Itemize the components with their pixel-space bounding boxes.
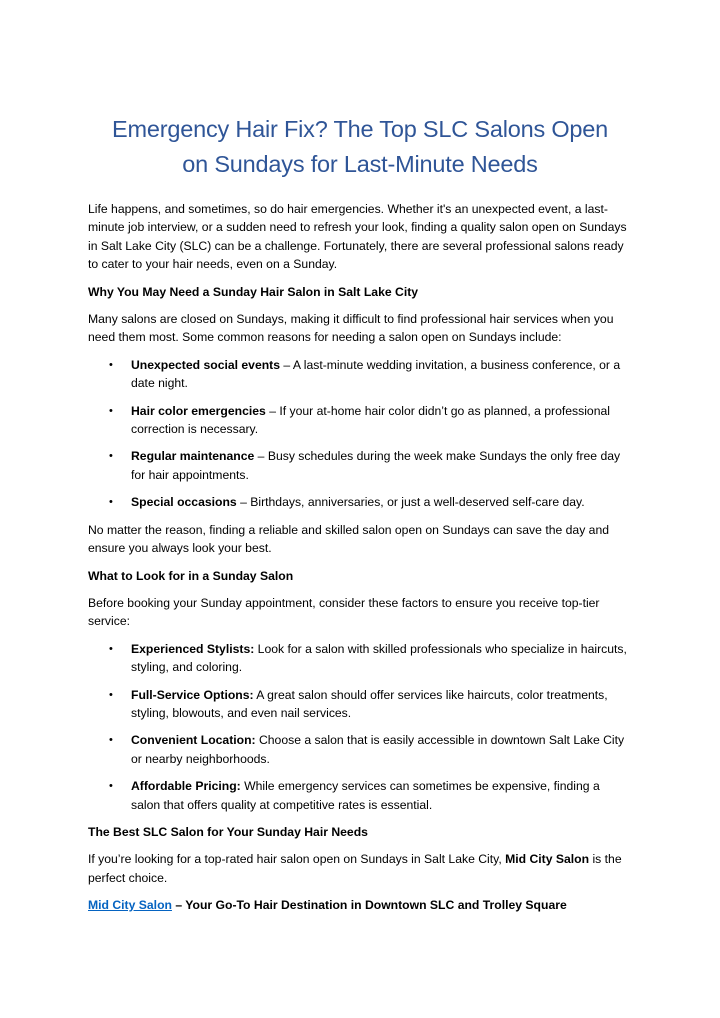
list-item — [88, 493, 632, 511]
mid-city-salon-link[interactable]: Mid City Salon — [88, 898, 172, 913]
bullet-icon: • — [109, 780, 113, 793]
bullet-icon: • — [109, 358, 113, 371]
salon-link-tagline: – Your Go-To Hair Destination in Downtown SLC and Trolley Square — [171, 898, 567, 913]
list-item-term: Affordable Pricing: — [131, 779, 241, 794]
factors-list — [88, 640, 632, 814]
bullet-icon: • — [109, 734, 113, 747]
salon-link-line — [88, 896, 632, 914]
list-item — [88, 731, 632, 768]
title-line-1: Emergency Hair Fix? The Top SLC Salons Open — [111, 116, 609, 142]
list-item-term: Hair color emergencies — [131, 403, 266, 418]
reasons-list — [88, 356, 632, 512]
list-item-term: Special occasions — [131, 495, 237, 510]
list-item-term: Convenient Location: — [131, 733, 256, 748]
list-item-term: Regular maintenance — [131, 449, 255, 464]
list-item — [88, 402, 632, 439]
best-text-before: If you’re looking for a top-rated hair salon open on Sundays in Salt Lake City, — [88, 852, 506, 867]
section-heading-why: Why You May Need a Sunday Hair Salon in Salt Lake City — [88, 284, 419, 299]
list-item-desc: Choose a salon that is easily accessible in downtown Salt Lake City or nearby neighborhoods. — [131, 733, 625, 766]
list-item-desc: – A last-minute wedding invitation, a business conference, or a date night. — [131, 357, 621, 391]
bullet-icon: • — [109, 450, 113, 463]
bullet-icon: • — [109, 496, 113, 509]
intro-paragraph: Life happens, and sometimes, so do hair emergencies. Whether it's an unexpected event, a last-minute job interview, or a sudden need to refresh your look, finding a quality salon open on Sundays in Salt Lake City (SLC) can be a challenge. Fortunately, there are several professional salons ready to cater to your hair needs, even on a Sunday. — [88, 202, 627, 272]
list-item — [88, 777, 632, 814]
bullet-icon: • — [109, 404, 113, 417]
section-why-text: Many salons are closed on Sundays, making it difficult to find professional hair services when you need them most. Some common reasons for needing a salon open on Sundays include: — [88, 312, 614, 345]
bullet-icon: • — [109, 688, 113, 701]
list-item-desc: Look for a salon with skilled professionals who specialize in haircuts, styling, and coloring. — [131, 641, 627, 675]
section-heading-best: The Best SLC Salon for Your Sunday Hair Needs — [88, 824, 368, 839]
list-item-desc: – Busy schedules during the week make Sundays the only free day for hair appointments. — [131, 449, 621, 482]
section-why-closing: No matter the reason, finding a reliable and skilled salon open on Sundays can save the day and ensure you always look your best. — [88, 522, 610, 556]
list-item — [88, 686, 632, 723]
document-title — [88, 112, 632, 182]
list-item-term: Full-Service Options: — [131, 687, 254, 702]
list-item-desc: A great salon should offer services like haircuts, color treatments, styling, blowouts, and even nail services. — [131, 687, 608, 720]
list-item — [88, 640, 632, 677]
list-item-term: Experienced Stylists: — [131, 641, 255, 656]
list-item-desc: – If your at-home hair color didn’t go as planned, a professional correction is necessary. — [131, 403, 610, 437]
section-heading-what: What to Look for in a Sunday Salon — [88, 568, 294, 583]
list-item-desc: While emergency services can sometimes be expensive, finding a salon that offers quality at competitive rates is essential. — [131, 779, 600, 812]
list-item-term: Unexpected social events — [131, 357, 281, 372]
list-item — [88, 447, 632, 484]
list-item — [88, 356, 632, 393]
section-best-text — [88, 850, 632, 887]
title-line-2: on Sundays for Last-Minute Needs — [182, 151, 538, 177]
bullet-icon: • — [109, 642, 113, 655]
section-what-text: Before booking your Sunday appointment, consider these factors to ensure you receive top-tier service: — [88, 595, 600, 629]
salon-name: Mid City Salon — [505, 852, 590, 867]
best-text-after: is the perfect choice. — [88, 852, 622, 885]
list-item-desc: – Birthdays, anniversaries, or just a well-deserved self-care day. — [236, 495, 585, 510]
